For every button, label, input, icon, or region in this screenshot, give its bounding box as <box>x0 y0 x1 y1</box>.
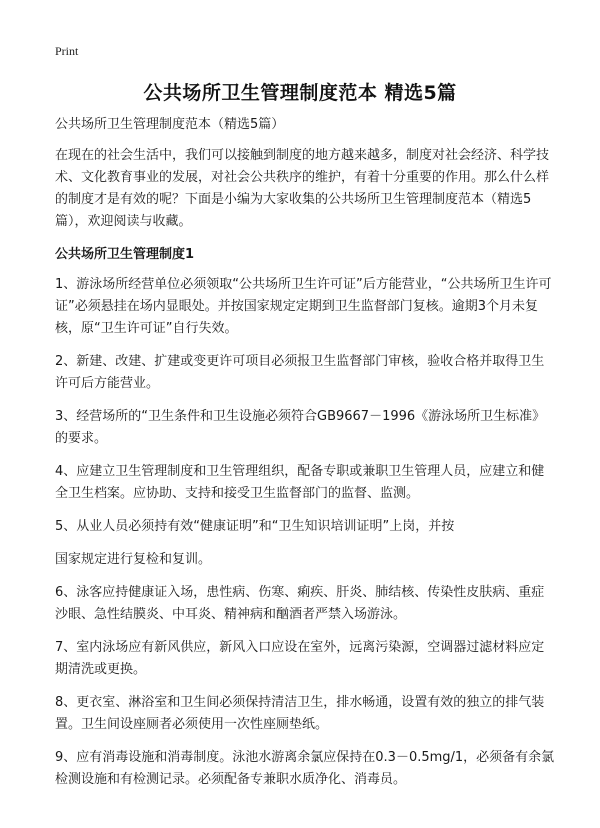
list-item: 2、新建、改建、扩建或变更许可项目必须报卫生监督部门审核，验收合格并取得卫生许可后方能营业。 <box>55 354 545 391</box>
section-heading: 公共场所卫生管理制度1 <box>55 247 195 262</box>
list-item: 8、更衣室、淋浴室和卫生间必须保持清洁卫生，排水畅通，设置有效的独立的排气装置。卫生间设座厕者必须使用一次性座厕垫纸。 <box>55 695 545 732</box>
list-item: 3、经营场所的“卫生条件和卫生设施必须符合GB9667－1996《游泳场所卫生标准》的要求。 <box>55 409 546 446</box>
list-item: 4、应建立卫生管理制度和卫生管理组织，配备专职或兼职卫生管理人员，应建立和健全卫生档案。应协助、支持和接受卫生监督部门的监督、监测。 <box>55 464 545 501</box>
list-item: 国家规定进行复检和复训。 <box>55 552 212 567</box>
document-body <box>55 114 555 802</box>
list-item: 6、泳客应持健康证入场，患性病、伤寒、痢疾、肝炎、肺结核、传染性皮肤病、重症沙眼、急性结膜炎、中耳炎、精神病和酗酒者严禁入场游泳。 <box>55 585 545 622</box>
document-subtitle: 公共场所卫生管理制度范本（精选5篇） <box>55 117 285 132</box>
document-title: 公共场所卫生管理制度范本 精选5篇 <box>143 82 457 104</box>
print-label[interactable]: Print <box>55 44 79 58</box>
list-item: 7、室内泳场应有新风供应，新风入口应设在室外，远离污染源，空调器过滤材料应定期清洗或更换。 <box>55 640 545 677</box>
list-item: 9、应有消毒设施和消毒制度。泳池水游离余氯应保持在0.3－0.5mg/1，必须备有余氯检测设施和有检测记录。必须配备专兼职水质净化、消毒员。 <box>55 750 555 787</box>
list-item: 1、游泳场所经营单位必须领取“公共场所卫生许可证”后方能营业，“公共场所卫生许可证”必须悬挂在场内显眼处。并按国家规定定期到卫生监督部门复核。逾期3个月未复核，原“卫生许可证”自行失效。 <box>55 277 552 336</box>
list-item: 5、从业人员必须持有效“健康证明”和“卫生知识培训证明”上岗，并按 <box>55 519 455 534</box>
intro-paragraph: 在现在的社会生活中，我们可以接触到制度的地方越来越多，制度对社会经济、科学技术、文化教育事业的发展，对社会公共秩序的维护，有着十分重要的作用。那么什么样的制度才是有效的呢？下面是小编为大家收集的公共场所卫生管理制度范本（精选5篇），欢迎阅读与收藏。 <box>55 148 550 229</box>
